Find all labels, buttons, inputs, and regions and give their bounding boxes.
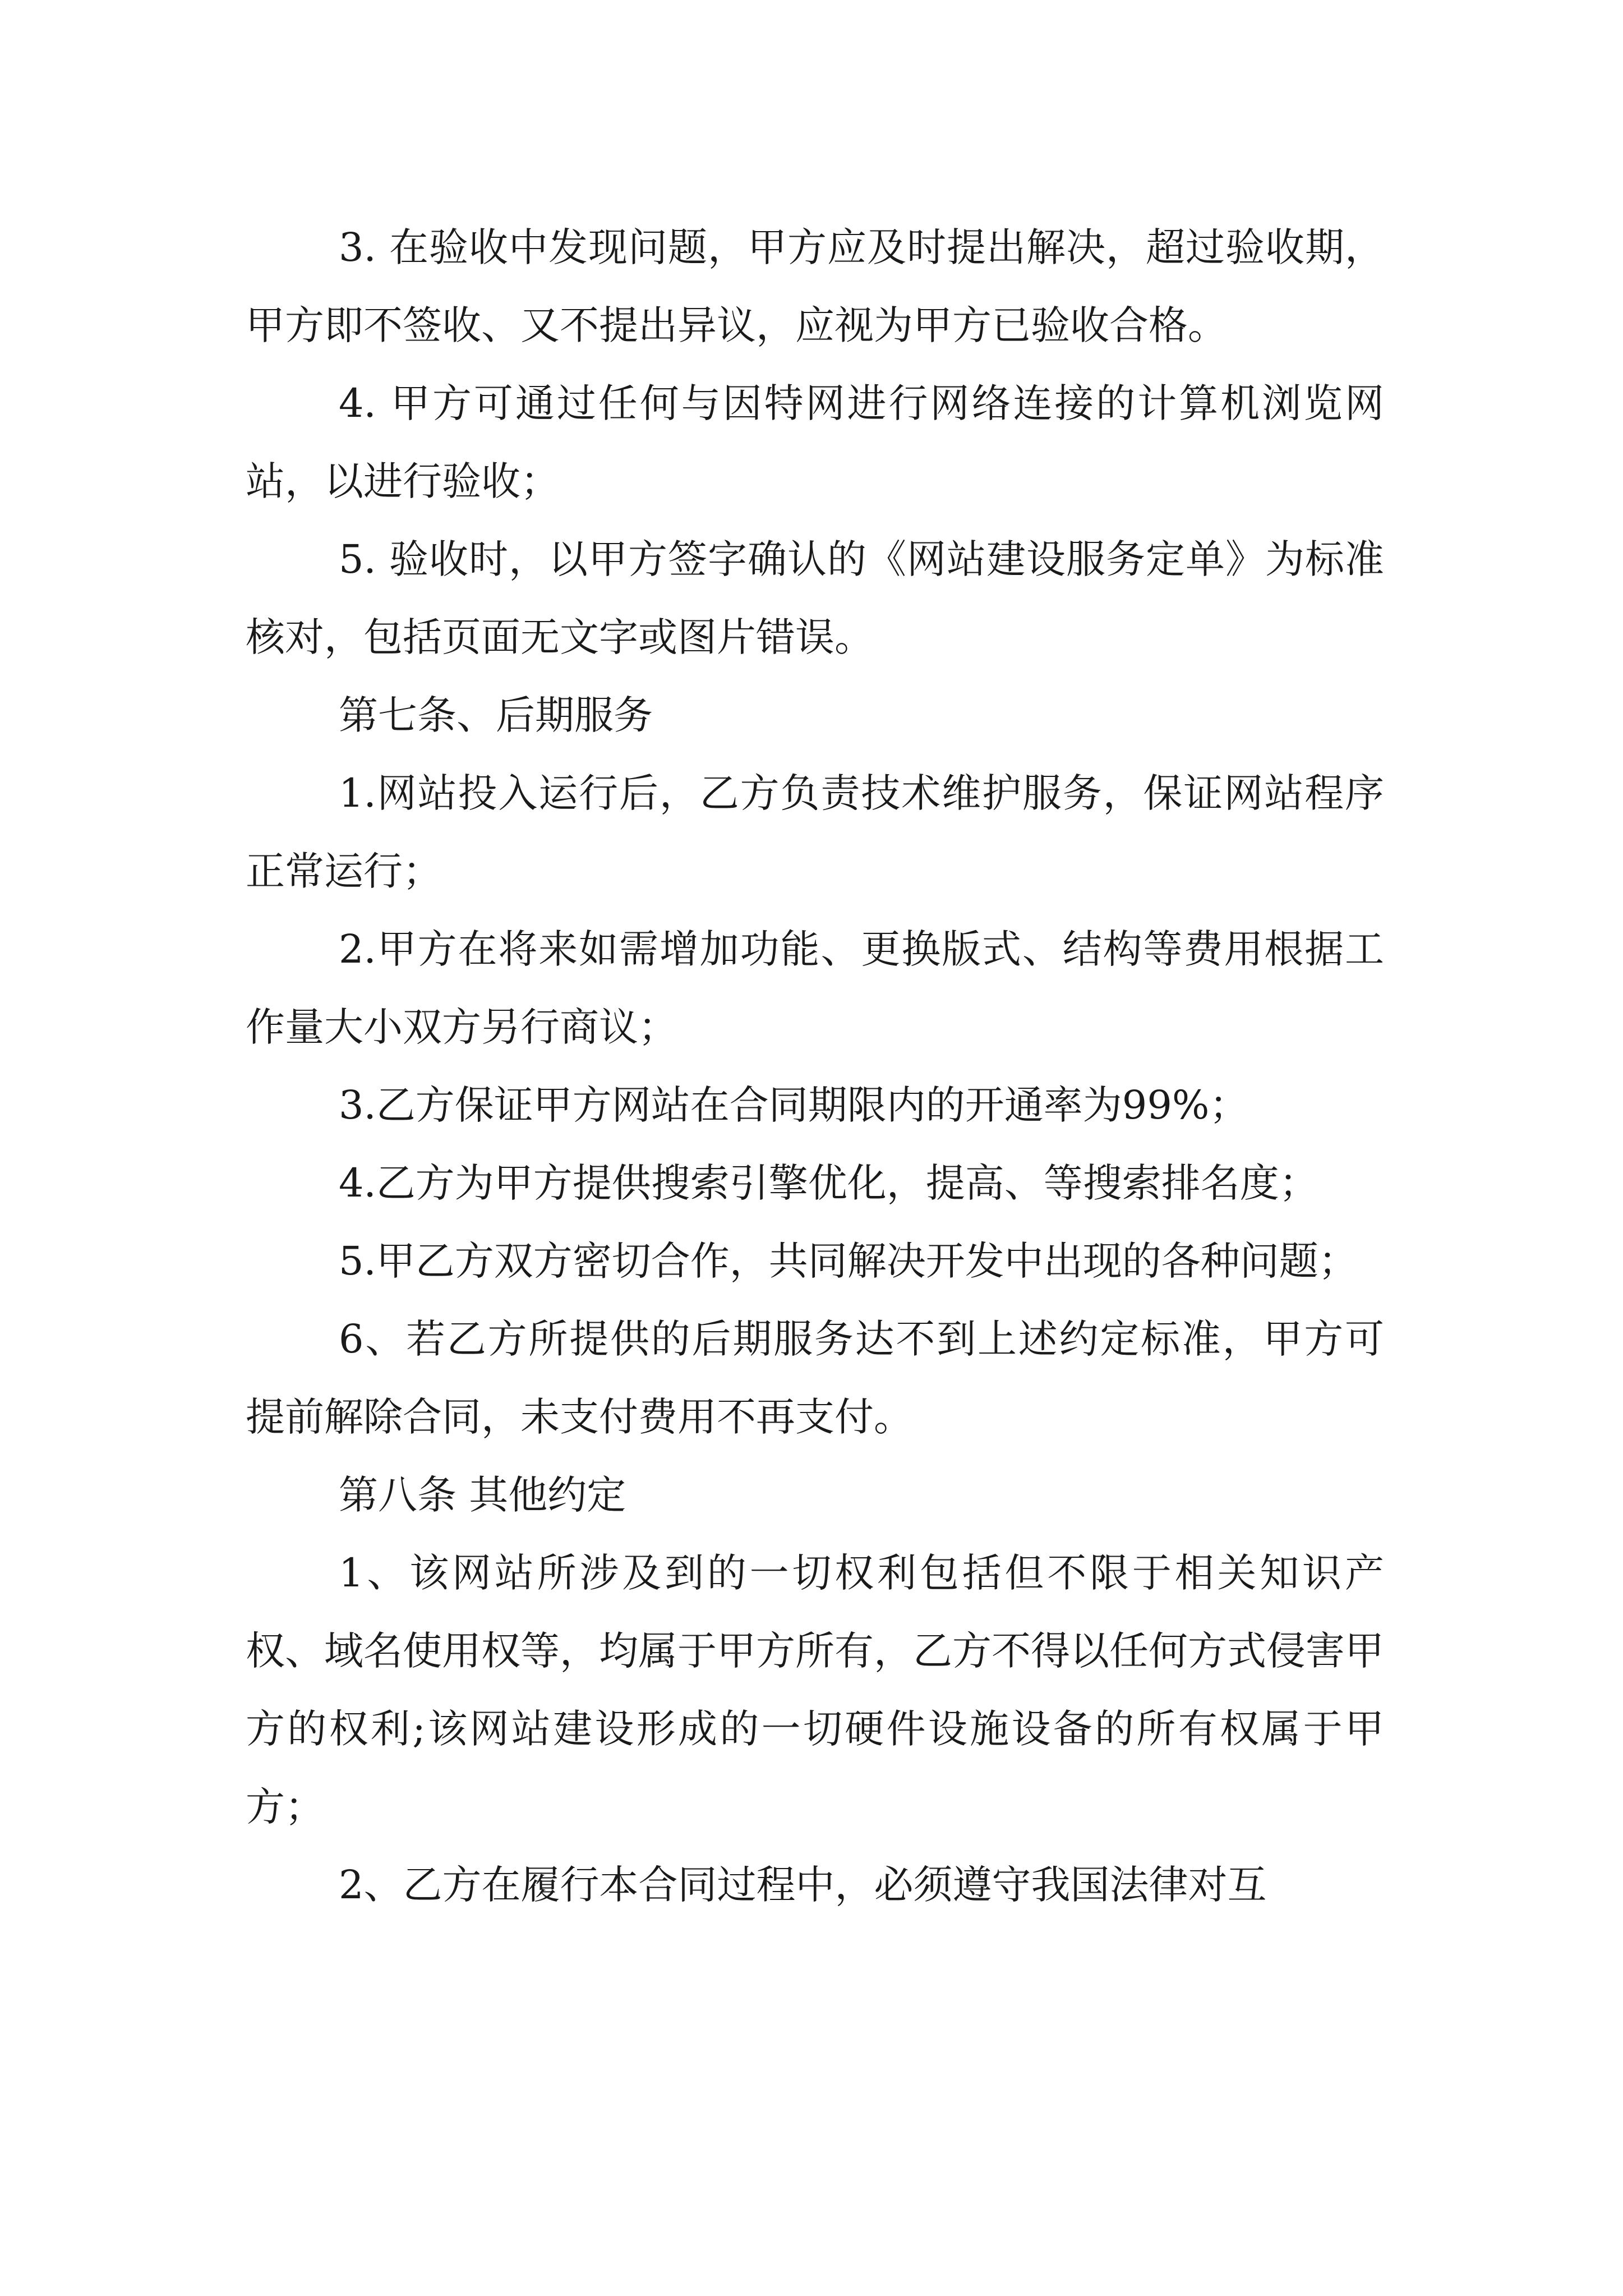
- clause-paragraph: 2、乙方在履行本合同过程中，必须遵守我国法律对互: [339, 1862, 1267, 1908]
- document-body: [246, 209, 1384, 1924]
- clause-paragraph: 3.乙方保证甲方网站在合同期限内的开通率为99%；: [339, 1082, 1249, 1128]
- section-heading: 第八条 其他约定: [339, 1472, 626, 1518]
- clause-paragraph: 4.乙方为甲方提供搜索引擎优化，提高、等搜索排名度；: [339, 1160, 1318, 1206]
- clause-paragraph: 5. 验收时，以甲方签字确认的《网站建设服务定单》为标准核对，包括页面无文字或图片错误。: [246, 536, 1384, 660]
- clause-paragraph: 5.甲乙方双方密切合作，共同解决开发中出现的各种问题；: [339, 1238, 1358, 1284]
- clause-paragraph: 4. 甲方可通过任何与因特网进行网络连接的计算机浏览网站，以进行验收；: [246, 380, 1384, 504]
- clause-paragraph: 1.网站投入运行后，乙方负责技术维护服务，保证网站程序正常运行；: [246, 770, 1384, 894]
- clause-paragraph: 6、若乙方所提供的后期服务达不到上述约定标准，甲方可提前解除合同，未支付费用不再支付。: [246, 1316, 1384, 1440]
- clause-paragraph: 2.甲方在将来如需增加功能、更换版式、结构等费用根据工作量大小双方另行商议；: [246, 926, 1384, 1050]
- clause-paragraph: 1、该网站所涉及到的一切权利包括但不限于相关知识产权、域名使用权等，均属于甲方所有，乙方不得以任何方式侵害甲方的权利;该网站建设形成的一切硬件设施设备的所有权属于甲方；: [246, 1550, 1384, 1830]
- clause-paragraph: 3. 在验收中发现问题，甲方应及时提出解决，超过验收期，甲方即不签收、又不提出异议，应视为甲方已验收合格。: [246, 224, 1384, 348]
- section-heading: 第七条、后期服务: [339, 692, 653, 738]
